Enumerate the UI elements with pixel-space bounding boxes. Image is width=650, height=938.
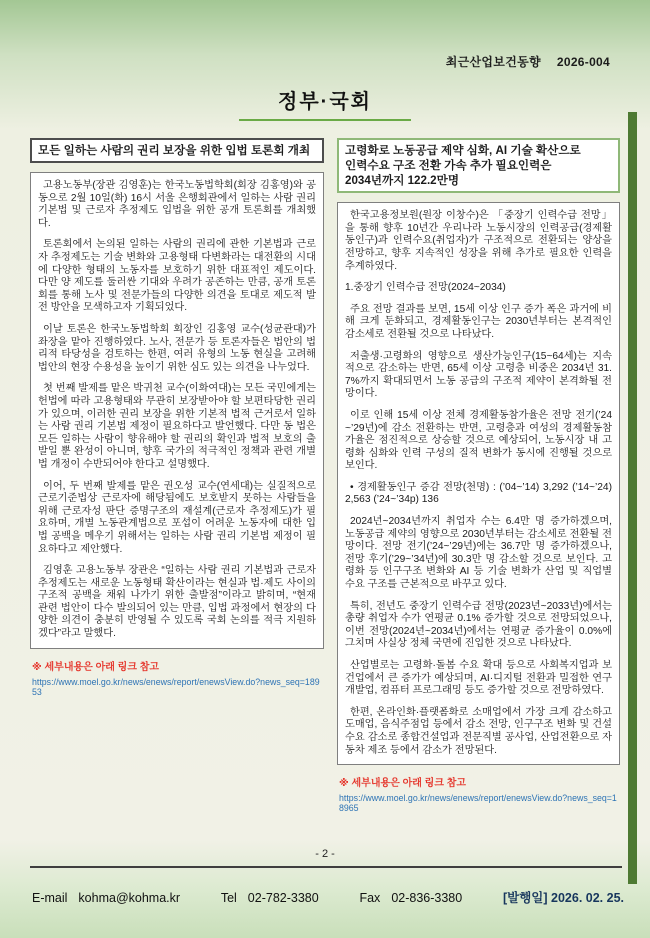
- fax-value: 02-836-3380: [391, 891, 463, 905]
- bullet-statistic: • 경제활동인구 증감 전망(천명) : (’04~’14) 3,292 (’14~’24) 2,563 (’24~’34p) 136: [345, 481, 612, 506]
- body-paragraph: 고용노동부(장관 김영훈)는 한국노동법학회(회장 김홍영)와 공동으로 2월 10일(화) 16시 서울 은행회관에서 일하는 사람 권리 기본법 및 근로자 추정제도 입법을 위한 공개 토론회를 개최했다.: [38, 180, 316, 229]
- body-paragraph: 저출생·고령화의 영향으로 생산가능인구(15~64세)는 지속적으로 감소하는 반면, 65세 이상 고령층 비중은 2034년 31.7%까지 확대되면서 노동 공급의 구조적 제약이 본격화될 전망이다.: [345, 350, 612, 400]
- title-underline: [239, 119, 411, 121]
- issue-number: 2026-004: [556, 55, 610, 69]
- body-paragraph: 한국고용정보원(원장 이창수)은 「중장기 인력수급 전망」을 통해 향후 10년간 우리나라 노동시장의 인력공급(경제활동인구)과 인력수요(취업자)가 구조적으로 전환되는 양상을 전망하고, 향후 지속적인 성장을 위해 추가로 필요한 인력을 추계하였다.: [345, 210, 612, 272]
- detail-note: ※ 세부내용은 아래 링크 참고: [32, 661, 160, 673]
- footer-fax-group: [359, 891, 462, 905]
- section-heading: 1.중장기 인력수급 전망(2024~2034): [345, 282, 506, 294]
- tel-label: Tel: [220, 891, 237, 905]
- tel-value: 02-782-3380: [247, 891, 319, 905]
- detail-link[interactable]: https://www.moel.go.kr/news/enews/report/enewsView.do?news_seq=18953: [32, 676, 320, 697]
- footer-email-group: [32, 891, 180, 905]
- publication-name: 최근산업보건동향: [445, 55, 541, 69]
- body-paragraph: 김영훈 고용노동부 장관은 “일하는 사람 권리 기본법과 근로자 추정제도는 새로운 노동형태 확산이라는 현실과 법·제도 사이의 구조적 공백을 채워 나가기 위한 출발점”이라고 밝히며, “현재 관련 법안이 다수 발의되어 있는 만큼, 입법 과정에서 현장의 다양한 의견이 충분히 반영될 수 있도록 국회 논의를 적극 지원하겠다”라고 말했다.: [38, 565, 316, 640]
- issue-header: [446, 53, 610, 70]
- right-headline-box: 고령화로 노동공급 제약 심화, AI 기술 확산으로 인력수요 구조 전환 가속 추가 필요인력은 2034년까지 122.2만명: [337, 138, 620, 193]
- body-paragraph: 한편, 온라인화·플랫폼화로 소매업에서 가장 크게 감소하고 도매업, 음식주점업 등에서 감소 전망, 인구구조 변화 및 건설수요 감소로 종합건설업과 전문직별 공사업, 산업전환으로 자동차 제조 등에서 감소가 전망된다.: [345, 706, 612, 756]
- fax-label: Fax: [359, 891, 381, 905]
- right-article-body: [337, 202, 620, 765]
- body-paragraph: 2024년~2034년까지 취업자 수는 6.4만 명 증가하겠으며, 노동공급 제약의 영향으로 2030년부터는 감소세로 전환될 전망이다. 전망 전기(’24~’29년)에는 36.7만 명 증가하겠으나, 전망 후기(’29~’34년)에 30.3만 명 감소할 것으로 보인다. 고령화 등 인구구조 변화와 AI 등 기술 변화가 산업 및 직업별 수요 구조를 근본적으로 바꾸고 있다.: [345, 516, 612, 591]
- body-paragraph: 토론회에서 논의된 일하는 사람의 권리에 관한 기본법과 근로자 추정제도는 기술 변화와 고용형태 다변화라는 대전환의 시대에 다양한 형태의 노동자를 보호하기 위한 대표적인 제도이다. 다만 양 제도를 둘러싼 기대와 우려가 공존하는 만큼, 공개 토론회를 통해 노사 및 전문가들의 다양한 의견을 토대로 제도적 발전 방안을 모색하고자 기획되었다.: [38, 239, 316, 314]
- body-paragraph: 이어, 두 번째 발제를 맡은 권오성 교수(연세대)는 실질적으로 근로기준법상 근로자에 해당됨에도 보호받지 못하는 사람들을 위해 근로자성 판단 증명구조의 재설계(근로자 추정제도)가 필요하며, 개별 노동관계법으로 포섭이 어려운 노동자에 대한 입법 공백을 메우기 위해서는 일하는 사람 권리 기본법 제정이 필요하다고 제안했다.: [38, 480, 316, 555]
- footer-contact-bar: [32, 888, 624, 906]
- left-headline-box: 모든 일하는 사람의 권리 보장을 위한 입법 토론회 개최: [30, 138, 324, 163]
- detail-note: ※ 세부내용은 아래 링크 참고: [339, 778, 467, 790]
- footer-tel-group: [221, 891, 319, 905]
- body-paragraph: 이로 인해 15세 이상 전체 경제활동참가율은 전망 전기(’24~’29년)에 감소 전환하는 반면, 고령층과 여성의 경제활동참가율은 점진적으로 상승할 것으로 예상되어, 노동시장 내 고령화 심화와 인력 구성의 질적 변화가 동시에 진행될 것으로 보인다.: [345, 409, 612, 472]
- publish-date: [발행일] 2026. 02. 25.: [502, 891, 624, 905]
- body-paragraph: 특히, 전년도 중장기 인력수급 전망(2023년~2033년)에서는 총량 취업자 수가 연평균 0.1% 증가할 것으로 전망되었으나, 이번 전망(2024년~2034년)에서는 연평균 증가율이 0.0%에 그치며 사실상 정체 국면에 진입한 것으로 나타났다.: [345, 600, 612, 650]
- body-paragraph: 이날 토론은 한국노동법학회 회장인 김홍영 교수(성균관대)가 좌장을 맡아 진행하였다. 노사, 전문가 등 토론자들은 법안의 법리적 타당성을 검토하는 한편, 여러 유형의 노동 현실을 고려해 법안의 현장 수용성을 높이기 위한 심도 있는 의견을 나누었다.: [38, 324, 316, 373]
- detail-link[interactable]: https://www.moel.go.kr/news/enews/report/enewsView.do?news_seq=18965: [339, 793, 617, 814]
- left-article-body: [30, 172, 324, 649]
- body-paragraph: 첫 번째 발제를 맡은 박귀천 교수(이화여대)는 모든 국민에게는 헌법에 따라 고용형태와 무관히 보장받아야 할 보편타당한 권리가 있으며, 이러한 권리 보장을 위한 기본적 법적 근거로서 일하는 사람 권리 기본법 제정이 필요하다고 발언했다. 다만 동 법은 모든 일하는 사람이 향유해야 할 권리의 확인과 법적 보호의 출발일 뿐 완성이 아니며, 향후 국가의 적극적인 정책과 관련 개별법 개정이 수반되어야 한다고 설명했다.: [38, 383, 316, 470]
- left-column: [30, 138, 324, 697]
- footer-rule: [30, 866, 622, 868]
- email-label: E-mail: [32, 891, 68, 905]
- email-value: kohma@kohma.kr: [78, 891, 181, 905]
- page-title: 정부·국회: [278, 91, 372, 113]
- body-paragraph: 산업별로는 고령화·돌봄 수요 확대 등으로 사회복지업과 보건업에서 큰 증가가 예상되며, AI·디지털 전환과 밀접한 연구개발업, 컴퓨터 프로그래밍 등도 증가할 것으로 전망하였다.: [345, 660, 612, 697]
- right-column: [337, 138, 620, 813]
- side-accent-bar: [628, 112, 637, 884]
- body-paragraph: 주요 전망 결과를 보면, 15세 이상 인구 증가 폭은 과거에 비해 크게 둔화되고, 경제활동인구는 2030년부터는 본격적인 감소세로 전환될 것으로 나타났다.: [345, 303, 612, 340]
- page-number: - 2 -: [315, 848, 335, 860]
